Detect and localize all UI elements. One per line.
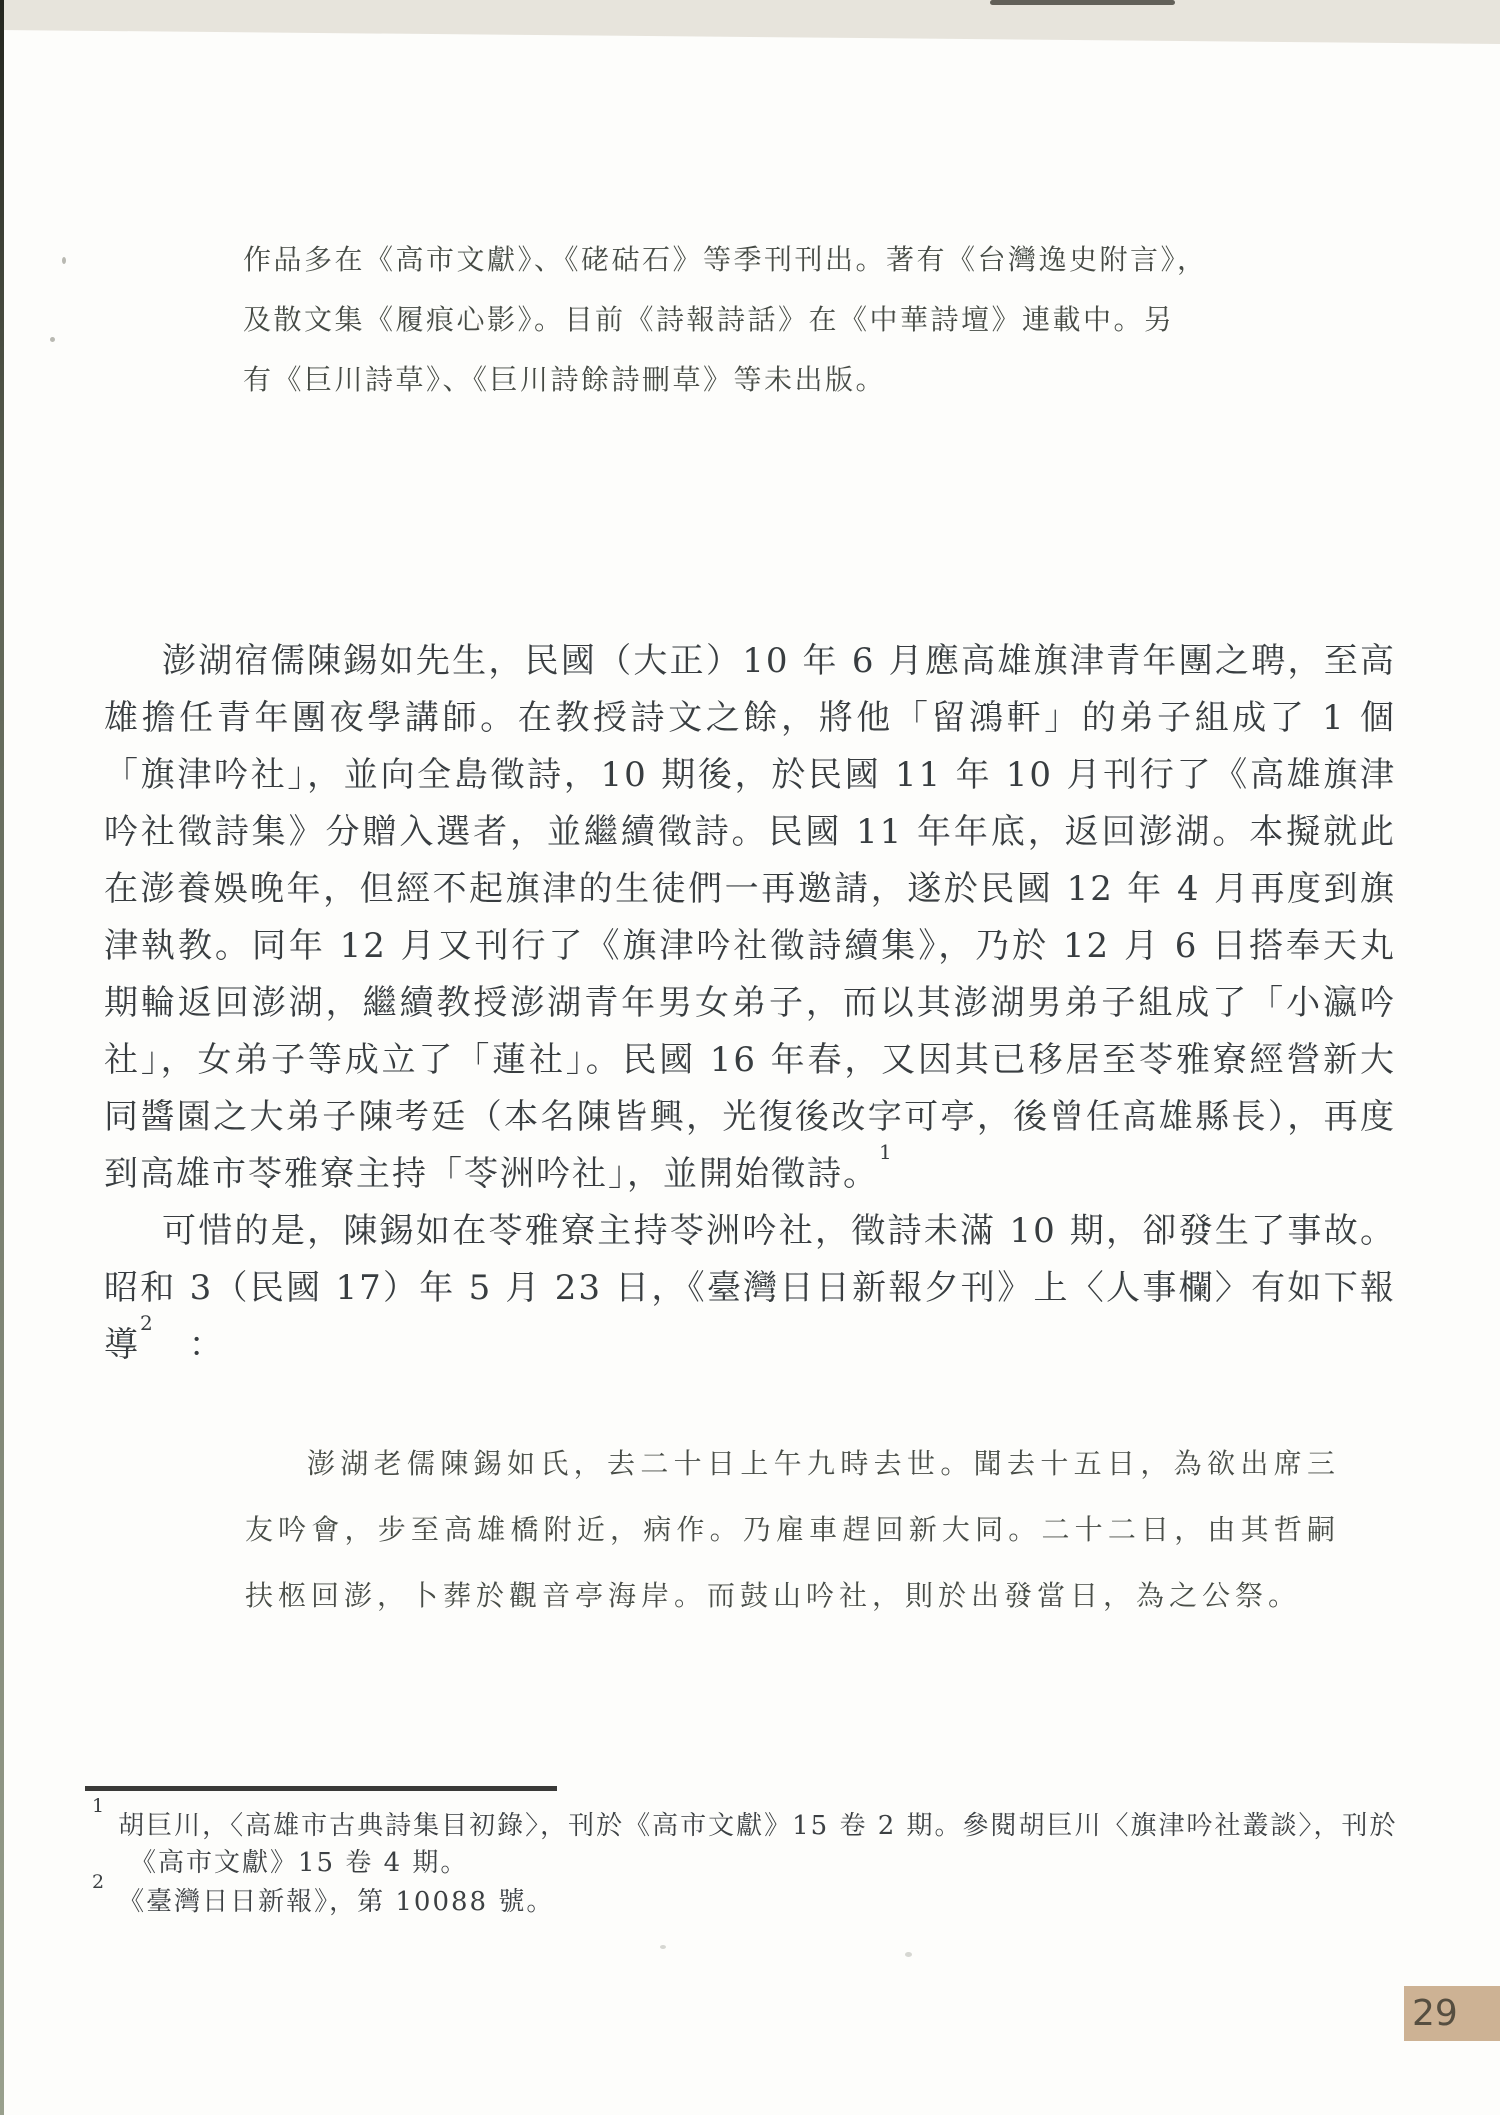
page-number-box xyxy=(1404,1986,1500,2041)
scan-artifact-top-band xyxy=(0,0,1500,46)
footnote-rule xyxy=(85,1786,557,1791)
page-number: 29 xyxy=(1412,1993,1458,2034)
footnote-number: 1 xyxy=(92,1795,105,1817)
quote-text: 澎湖老儒陳錫如氏，去二十日上午九時去世。聞去十五日，為欲出席三友吟會，步至高雄橋附近，病作。乃雇車趕回新大同。二十二日，由其哲嗣扶柩回澎，卜葬於觀音亭海岸。而鼓山吟社，則於出發當日，為之公祭。 xyxy=(245,1447,1340,1612)
footnote-number: 2 xyxy=(92,1871,105,1893)
footnote-text: 胡巨川，〈高雄市古典詩集目初錄〉，刊於《高市文獻》15 卷 2 期。參閱胡巨川〈旗津吟社叢談〉，刊於《高市文獻》15 卷 4 期。 xyxy=(118,1811,1398,1878)
footnote-2 xyxy=(92,1871,1404,1921)
scan-speck xyxy=(50,337,55,342)
intro-block xyxy=(243,230,1303,410)
intro-line: 作品多在《高市文獻》、《硓𥑮石》等季刊刊出。著有《台灣逸史附言》， xyxy=(243,243,1208,276)
intro-line: 及散文集《履痕心影》。目前《詩報詩話》在《中華詩壇》連載中。另 xyxy=(243,303,1175,336)
scan-speck xyxy=(62,257,66,264)
scan-artifact-left-edge xyxy=(0,0,4,2115)
footnote-marker-2: 2 xyxy=(140,1310,153,1335)
paragraph-text: ： xyxy=(152,1325,225,1365)
paragraph-text: 可惜的是，陳錫如在苓雅寮主持苓洲吟社，徵詩未滿 10 期，卻發生了事故。昭和 3（民國 17）年 5 月 23 日，《臺灣日日新報夕刊》上〈人事欄〉有如下報導 xyxy=(104,1211,1396,1365)
paragraph-biography xyxy=(104,633,1396,1203)
footnote-text: 《臺灣日日新報》，第 10088 號。 xyxy=(118,1887,555,1917)
scan-artifact-top-streak xyxy=(990,0,1175,5)
footnote-1 xyxy=(92,1795,1404,1882)
scan-speck xyxy=(660,1945,666,1949)
footnote-marker-1: 1 xyxy=(879,1139,892,1164)
quote-block xyxy=(245,1431,1340,1629)
intro-line: 有《巨川詩草》、《巨川詩餘詩刪草》等未出版。 xyxy=(243,363,887,396)
footnotes xyxy=(92,1795,1404,1923)
scan-speck xyxy=(905,1952,912,1957)
paragraph-text: 澎湖宿儒陳錫如先生，民國（大正）10 年 6 月應高雄旗津青年團之聘，至高雄擔任青年團夜學講師。在教授詩文之餘，將他「留鴻軒」的弟子組成了 1 個「旗津吟社」，並向全島徵詩，10 期後，於民國 11 年 10 月刊行了《高雄旗津吟社徵詩集》分贈入選者，並繼續徵詩。民國 11 年年底，返回澎湖。本擬就此在澎養娛晚年，但經不起旗津的生徒們一再邀請，遂於民國 12 年 4 月再度到旗津執教。同年 12 月又刊行了《旗津吟社徵詩續集》，乃於 12 月 6 日搭奉天丸期輪返回澎湖，繼續教授澎湖青年男女弟子，而以其澎湖男弟子組成了「小瀛吟社」，女弟子等成立了「蓮社」。民國 16 年春，又因其已移居至苓雅寮經營新大同醬園之大弟子陳考廷（本名陳皆興，光復後改字可亭，後曾任高雄縣長），再度到高雄市苓雅寮主持「苓洲吟社」，並開始徵詩。 xyxy=(104,641,1396,1194)
paragraph-incident xyxy=(104,1203,1396,1374)
body-text xyxy=(104,633,1396,1374)
